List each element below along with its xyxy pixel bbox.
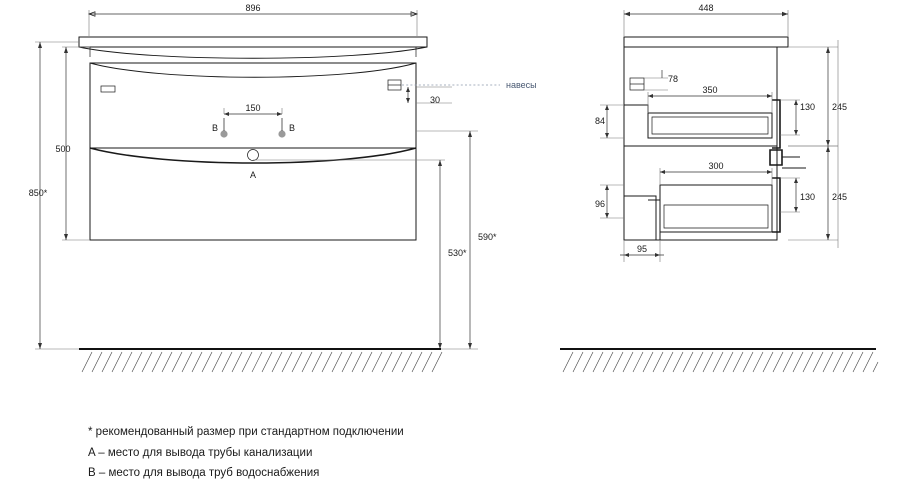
legend-notes: [88, 425, 708, 487]
top-drawer-depth-label: 350: [702, 85, 718, 95]
bottom-section-height-label: 245: [832, 192, 848, 202]
body-height-label: 500: [55, 144, 71, 154]
front-floor-hatching: [82, 352, 442, 372]
top-section-height-label: 245: [832, 102, 848, 112]
note-marker-b: B – место для вывода труб водоснабжения: [88, 467, 320, 480]
bottom-drawer-depth-label: 300: [708, 161, 724, 171]
front-overall-width-label: 896: [245, 3, 261, 13]
marker-b-left: B: [211, 123, 218, 133]
drain-height-label: 530*: [448, 248, 467, 258]
top-drawer-inset-label: 78: [668, 74, 679, 84]
hanger-callout-label: навесы: [506, 80, 537, 90]
front-view-group: [29, 3, 537, 372]
note-recommended-size: * рекомендованный размер при стандартном подключении: [88, 426, 404, 438]
sink-offset-label: 30: [430, 95, 441, 105]
side-overall-depth-label: 448: [698, 3, 714, 13]
bottom-drawer-height-label: 130: [800, 192, 816, 202]
side-floor-hatching: [563, 352, 878, 372]
overall-height-label: 850*: [28, 188, 48, 198]
side-view-group: [560, 3, 878, 372]
lower-offset-label: 96: [594, 199, 605, 209]
water-spacing-label: 150: [245, 103, 261, 113]
top-drawer-height-label: 130: [800, 102, 816, 112]
marker-a: A: [249, 170, 257, 180]
marker-b-right: B: [289, 123, 296, 133]
note-marker-a: A – место для вывода трубы канализации: [88, 446, 313, 459]
mount-height-label: 590*: [478, 232, 497, 242]
foot-offset-label: 95: [636, 244, 648, 254]
upper-offset-label: 84: [594, 116, 605, 126]
